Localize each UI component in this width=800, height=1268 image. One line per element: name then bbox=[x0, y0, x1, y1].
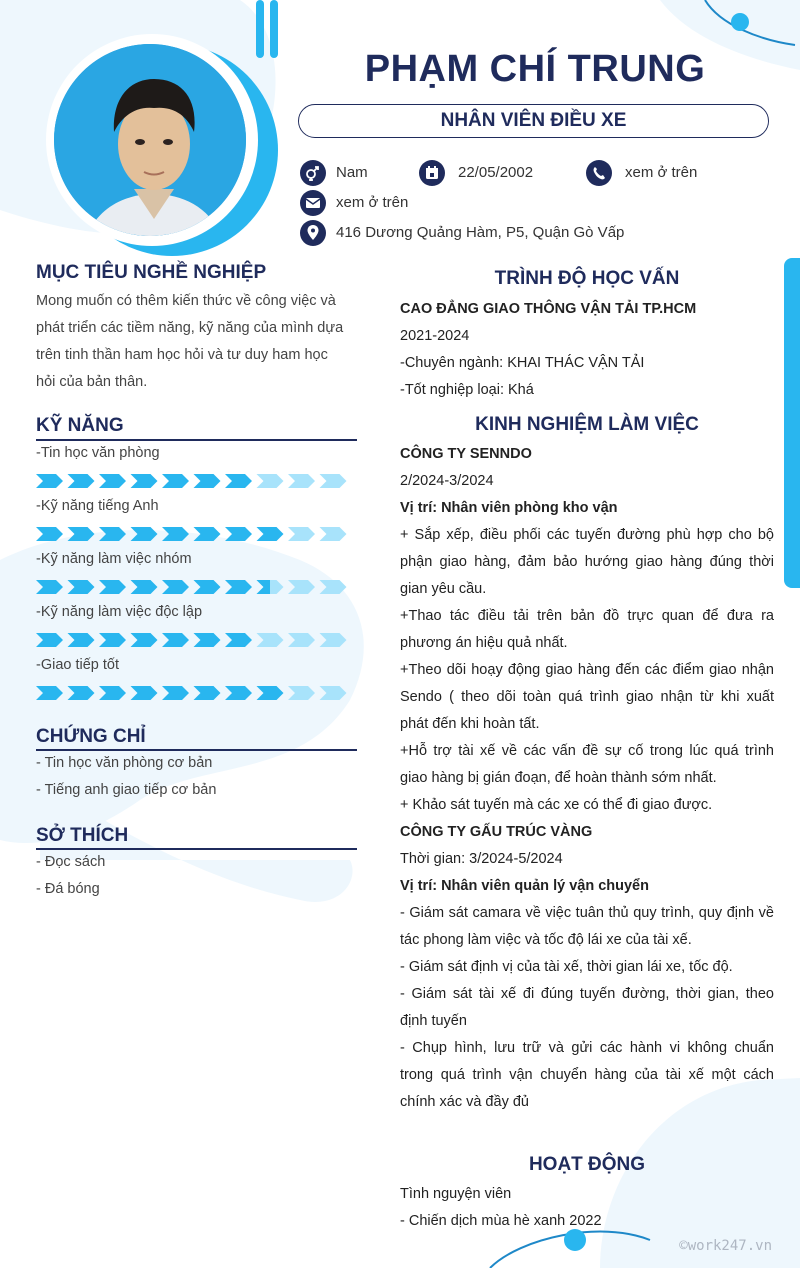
skill-chevron bbox=[162, 633, 189, 647]
skill-chevron bbox=[68, 580, 95, 594]
job-entry-2 bbox=[400, 819, 774, 1116]
email-icon bbox=[300, 190, 326, 216]
activity-item: Tình nguyện viên bbox=[400, 1186, 512, 1202]
education-heading: TRÌNH ĐỘ HỌC VẤN bbox=[494, 268, 680, 289]
skill-chevron bbox=[131, 633, 158, 647]
birthday-value: 22/05/2002 bbox=[458, 164, 534, 181]
skill-chevron bbox=[257, 633, 284, 647]
skill-bar bbox=[36, 633, 348, 647]
objective-text: Mong muốn có thêm kiến thức về công việc và phát triển các tiềm năng, kỹ năng của mình dựa trên tinh thần ham học hỏi và tư duy ham học hỏi của bản thân. bbox=[36, 293, 344, 390]
skill-chevron bbox=[36, 633, 63, 647]
skill-chevron bbox=[320, 474, 347, 488]
job-duty: - Giám sát định vị của tài xế, thời gian lái xe, tốc độ. bbox=[400, 959, 733, 975]
skill-bar bbox=[36, 686, 348, 700]
job-duty: phương án hiệu quả nhất. bbox=[400, 635, 568, 651]
skill-chevron bbox=[68, 633, 95, 647]
skill-chevron bbox=[99, 580, 126, 594]
gender-icon bbox=[300, 160, 326, 186]
skill-chevron bbox=[68, 474, 95, 488]
job-duty: trong quá trình vận chuyển hàng của tài xế một cách bbox=[400, 1067, 774, 1083]
job-position: Vị trí: Nhân viên phòng kho vận bbox=[400, 500, 618, 516]
location-icon bbox=[300, 220, 326, 246]
skill-chevron bbox=[36, 474, 63, 488]
job-period: Thời gian: 3/2024-5/2024 bbox=[400, 851, 563, 867]
job-duty: chính xác và đầy đủ bbox=[400, 1094, 529, 1110]
skill-chevron bbox=[194, 527, 221, 541]
skill-chevron bbox=[257, 527, 284, 541]
watermark: ©work247.vn bbox=[679, 1238, 772, 1254]
skill-chevron bbox=[225, 580, 252, 594]
skill-bar bbox=[36, 580, 348, 594]
job-period: 2/2024-3/2024 bbox=[400, 473, 494, 489]
certificate-item: - Tin học văn phòng cơ bản bbox=[36, 755, 213, 771]
skill-chevron bbox=[68, 686, 95, 700]
skill-chevron bbox=[36, 686, 63, 700]
hobby-item: - Đá bóng bbox=[36, 881, 100, 897]
certificates-heading: CHỨNG CHỈ bbox=[36, 726, 146, 747]
skill-chevron bbox=[99, 474, 126, 488]
skill-chevron bbox=[257, 686, 284, 700]
job-duty: + Sắp xếp, điều phối các tuyến đường phù hợp cho bộ bbox=[400, 527, 774, 543]
skill-chevron bbox=[194, 686, 221, 700]
skill-chevron bbox=[131, 580, 158, 594]
school-name: CAO ĐẲNG GIAO THÔNG VẬN TẢI TP.HCM bbox=[400, 301, 697, 317]
skill-chevron bbox=[194, 633, 221, 647]
skill-chevron bbox=[225, 633, 252, 647]
activities-heading: HOẠT ĐỘNG bbox=[528, 1154, 646, 1175]
skill-chevron bbox=[99, 686, 126, 700]
candidate-name: PHẠM CHÍ TRUNG bbox=[364, 48, 706, 90]
profile-photo bbox=[50, 40, 250, 240]
experience-heading: KINH NGHIỆM LÀM VIỆC bbox=[475, 414, 699, 435]
skill-chevron bbox=[257, 474, 284, 488]
skill-chevron bbox=[194, 580, 221, 594]
skill-chevron bbox=[225, 686, 252, 700]
job-duty: - Chụp hình, lưu trữ và gửi các hành vi không chuẩn bbox=[400, 1040, 774, 1056]
skill-chevron bbox=[225, 474, 252, 488]
skill-chevron bbox=[320, 633, 347, 647]
skill-chevron bbox=[194, 474, 221, 488]
phone-value: xem ở trên bbox=[625, 164, 698, 181]
skill-label: -Giao tiếp tốt bbox=[36, 657, 120, 673]
skill-chevron bbox=[288, 527, 315, 541]
skill-chevron bbox=[36, 580, 63, 594]
skill-chevron bbox=[288, 633, 315, 647]
job-duty: Sendo ( theo dõi toàn quá trình giao nhận từ khi xuất bbox=[400, 689, 774, 705]
hobby-item: - Đọc sách bbox=[36, 854, 106, 870]
skill-chevron bbox=[36, 527, 63, 541]
skill-chevron bbox=[162, 527, 189, 541]
job-duty: - Giám sát camara về việc tuân thủ quy trình, quy định về bbox=[400, 905, 774, 921]
job-duty: +Theo dõi hoạy động giao hàng đến các điểm giao nhận bbox=[400, 662, 774, 678]
education-period: 2021-2024 bbox=[400, 328, 470, 344]
job-duty: - Giám sát tài xế đi đúng tuyến đường, thời gian, theo bbox=[400, 986, 774, 1002]
hobbies-heading: SỞ THÍCH bbox=[36, 825, 129, 846]
skill-label: -Kỹ năng tiếng Anh bbox=[36, 498, 159, 514]
skill-chevron bbox=[162, 580, 189, 594]
skill-chevron bbox=[288, 580, 315, 594]
activity-item: - Chiến dịch mùa hè xanh 2022 bbox=[400, 1213, 602, 1229]
job-duty: +Thao tác điều tải trên bản đồ trực quan để đưa ra bbox=[400, 608, 774, 624]
skill-label: -Kỹ năng làm việc độc lập bbox=[36, 604, 203, 620]
company-name: CÔNG TY GẤU TRÚC VÀNG bbox=[400, 824, 593, 840]
address-value: 416 Dương Quảng Hàm, P5, Quận Gò Vấp bbox=[336, 224, 625, 241]
skill-chevron bbox=[131, 474, 158, 488]
skill-chevron bbox=[131, 686, 158, 700]
skill-label: -Tin học văn phòng bbox=[36, 445, 160, 461]
job-duty: định tuyến bbox=[400, 1013, 467, 1029]
job-duty: phận giao hàng, đảm bảo hướng giao hàng đúng thời bbox=[400, 554, 774, 570]
skills-heading: KỸ NĂNG bbox=[36, 415, 124, 436]
job-title: NHÂN VIÊN ĐIỀU XE bbox=[298, 104, 769, 138]
skill-chevron bbox=[162, 686, 189, 700]
skill-chevron bbox=[320, 686, 347, 700]
skill-chevron bbox=[225, 527, 252, 541]
education-major: -Chuyên ngành: KHAI THÁC VẬN TẢI bbox=[400, 355, 645, 371]
skill-chevron bbox=[320, 527, 347, 541]
company-name: CÔNG TY SENNDO bbox=[400, 446, 532, 462]
skill-chevron bbox=[288, 474, 315, 488]
skill-chevron bbox=[131, 527, 158, 541]
education-grade: -Tốt nghiệp loại: Khá bbox=[400, 382, 534, 398]
job-entry-1 bbox=[400, 441, 774, 819]
job-duty: +Hỗ trợ tài xế về các vấn đề sự cố trong lúc quá trình bbox=[400, 743, 774, 759]
skill-chevron bbox=[99, 633, 126, 647]
job-duty: tác phong làm việc và tốc độ lái xe của tài xế. bbox=[400, 932, 692, 948]
job-duty: phát đến khi hoàn tất. bbox=[400, 716, 540, 732]
gender-value: Nam bbox=[336, 164, 368, 181]
skill-chevron bbox=[68, 527, 95, 541]
job-duty: + Khảo sát tuyến mà các xe có thể đi giao được. bbox=[400, 797, 713, 813]
skill-chevron bbox=[288, 686, 315, 700]
objective-heading: MỤC TIÊU NGHỀ NGHIỆP bbox=[36, 262, 267, 283]
certificate-item: - Tiếng anh giao tiếp cơ bản bbox=[36, 782, 217, 798]
job-position: Vị trí: Nhân viên quản lý vận chuyển bbox=[400, 878, 649, 894]
skill-chevron bbox=[162, 474, 189, 488]
skill-chevron bbox=[99, 527, 126, 541]
calendar-icon bbox=[419, 160, 445, 186]
job-duty: giao hàng bị gián đoạn, để hoàn thành sớm nhất. bbox=[400, 770, 717, 786]
skill-bar bbox=[36, 527, 348, 541]
email-value: xem ở trên bbox=[336, 194, 409, 211]
phone-icon bbox=[586, 160, 612, 186]
accent-strip bbox=[784, 258, 800, 588]
skill-bar bbox=[36, 474, 348, 488]
skill-chevron bbox=[320, 580, 347, 594]
skill-label: -Kỹ năng làm việc nhóm bbox=[36, 551, 192, 567]
job-duty: gian yêu cầu. bbox=[400, 581, 487, 597]
